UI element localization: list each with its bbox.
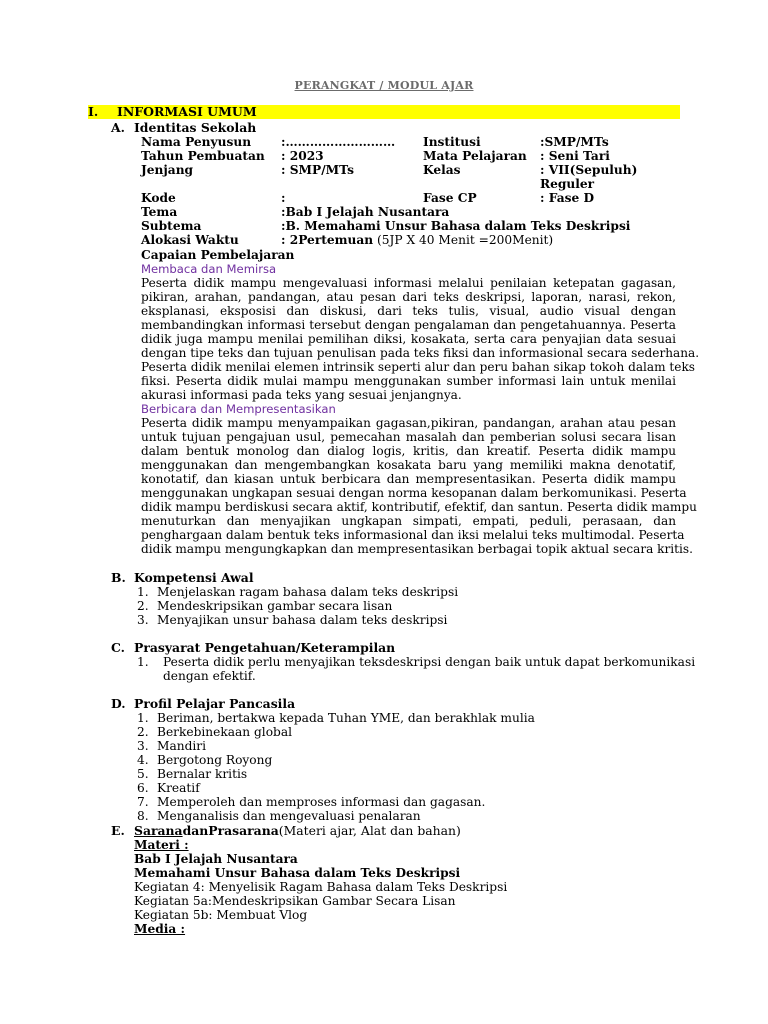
berbicara-paragraph: [141, 416, 697, 557]
paragraph-line: dengan tipe teks dan tujuan penulisan pada teks fiksi dan informasional secara sederhana.: [141, 346, 700, 361]
paragraph-line: untuk tujuan pengajuan usul, pemecahan masalah dan pemberian solusi secara lisan: [141, 430, 676, 445]
identity-value: : Seni Tari: [540, 149, 610, 163]
list-item: [137, 781, 535, 795]
list-item: [137, 739, 535, 753]
list-text: Mandiri: [157, 739, 207, 753]
paragraph-line: membandingkan informasi tersebut dengan pengalaman dan pengetahuannya. Peserta: [141, 318, 676, 333]
list-number: 2.: [137, 725, 149, 739]
subsection-letter: C.: [111, 640, 125, 655]
identity-value: : VII(Sepuluh): [540, 163, 638, 177]
subsection-letter: D.: [111, 696, 126, 711]
identity-value: [281, 233, 553, 247]
list-text: Bernalar kritis: [157, 767, 248, 781]
list-item: [137, 613, 458, 627]
prasyarat-line1: Peserta didik perlu menyajikan teksdeskripsi dengan baik untuk dapat berkomunikasi: [163, 655, 696, 669]
materi-memahami: Memahami Unsur Bahasa dalam Teks Deskripsi: [134, 866, 461, 880]
paragraph-line: eksplanasi, eksposisi dan diskusi, dari teks tulis, visual, audio visual dengan: [141, 304, 676, 319]
identity-key: Nama Penyusun: [141, 135, 252, 149]
subsection-title: Profil Pelajar Pancasila: [134, 696, 296, 711]
list-text: Bergotong Royong: [157, 753, 273, 767]
page-title: PERANGKAT / MODUL AJAR: [294, 79, 474, 92]
subsection-letter: E.: [111, 823, 125, 838]
list-item: [137, 725, 535, 739]
list-number: 3.: [137, 613, 149, 627]
paragraph-line: menggunakan ungkapan sesuai dengan norma kesopanan dalam berkomunikasi. Peserta: [141, 486, 687, 501]
list-item: [137, 711, 535, 725]
prasarana-label: danPrasarana: [182, 823, 279, 838]
identity-key: Kelas: [423, 163, 461, 177]
list-text: Memperoleh dan memproses informasi dan gagasan.: [157, 795, 486, 809]
paragraph-line: Peserta didik mampu menyampaikan gagasan,pikiran, pandangan, arahan atau pesan: [141, 416, 676, 430]
berbicara-title: Berbicara dan Mempresentasikan: [141, 402, 336, 416]
identity-key: Fase CP: [423, 191, 477, 205]
list-number: 8.: [137, 809, 149, 823]
list-number: 1.: [137, 585, 149, 599]
list-item: [137, 599, 458, 613]
prasyarat-line2: dengan efektif.: [163, 669, 256, 683]
prasyarat-number: 1.: [137, 655, 149, 669]
list-item: [137, 753, 535, 767]
list-item: [137, 767, 535, 781]
paragraph-line: fiksi. Peserta didik mulai mampu menggunakan sumber informasi lain untuk menilai: [141, 374, 676, 389]
kompetensi-list: [137, 585, 458, 627]
profil-list: [137, 711, 535, 823]
identity-key: Subtema: [141, 219, 202, 233]
identity-value: :………………………: [281, 135, 396, 149]
identity-key: Tema: [141, 205, 178, 219]
list-item: [137, 809, 535, 823]
list-number: 4.: [137, 753, 149, 767]
materi-heading: Materi :: [134, 838, 189, 852]
paragraph-line: Peserta didik menilai elemen intrinsik seperti alur dan peru bahan sikap tokoh dalam teks: [141, 360, 695, 375]
identity-value: :B. Memahami Unsur Bahasa dalam Teks Deskripsi: [281, 219, 631, 233]
identity-key: Kode: [141, 191, 176, 205]
identity-key: Mata Pelajaran: [423, 149, 527, 163]
list-item: [137, 585, 458, 599]
subsection-sarana: [111, 823, 461, 838]
alokasi-bold: : 2Pertemuan: [281, 233, 374, 247]
list-number: 5.: [137, 767, 149, 781]
list-number: 7.: [137, 795, 149, 809]
paragraph-line: pikiran, arahan, pandangan, atau pesan dari teks deskripsi, laporan, narasi, rekon,: [141, 290, 676, 305]
paragraph-line: Peserta didik mampu mengevaluasi informasi melalui penilaian ketepatan gagasan,: [141, 276, 676, 290]
subsection-title: Identitas Sekolah: [134, 120, 257, 135]
paragraph-line: akurasi informasi pada teks yang sesuai jenjangnya.: [141, 388, 462, 403]
section-informasi-umum: [88, 105, 680, 119]
kegiatan-item: Kegiatan 5a:Mendeskripsikan Gambar Secara Lisan: [134, 894, 456, 908]
list-text: Kreatif: [157, 781, 200, 795]
list-number: 2.: [137, 599, 149, 613]
identity-value: :Bab I Jelajah Nusantara: [281, 205, 450, 219]
list-number: 3.: [137, 739, 149, 753]
kegiatan-item: Kegiatan 4: Menyelisik Ragam Bahasa dalam Teks Deskripsi: [134, 880, 508, 894]
paragraph-line: menuturkan dan menyajikan ungkapan simpati, empati, peduli, perasaan, dan: [141, 514, 676, 529]
media-heading: Media :: [134, 922, 186, 936]
paragraph-line: penghargaan dalam bentuk teks informasional dan iksi melalui teks multimodal. Peserta: [141, 528, 685, 543]
identity-value: Reguler: [540, 177, 595, 191]
identity-value: :SMP/MTs: [540, 135, 609, 149]
list-number: 6.: [137, 781, 149, 795]
identity-key: Jenjang: [141, 163, 194, 177]
membaca-title: Membaca dan Memirsa: [141, 262, 277, 276]
subsection-letter: A.: [111, 120, 125, 135]
section-number: I.: [88, 104, 99, 119]
paragraph-line: dalam bentuk monolog dan dialog logis, kritis, dan kreatif. Peserta didik mampu: [141, 444, 676, 459]
list-text: Berkebinekaan global: [157, 725, 292, 739]
list-text: Menjelaskan ragam bahasa dalam teks deskripsi: [157, 585, 459, 599]
identity-value: : 2023: [281, 149, 324, 163]
list-text: Mendeskripsikan gambar secara lisan: [157, 599, 393, 613]
list-text: Beriman, bertakwa kepada Tuhan YME, dan berakhlak mulia: [157, 711, 535, 725]
identity-key: Institusi: [423, 135, 481, 149]
paragraph-line: menggunakan dan mengembangkan kosakata baru yang memiliki makna denotatif,: [141, 458, 676, 473]
subsection-title: Prasyarat Pengetahuan/Keterampilan: [134, 640, 396, 655]
sarana-note: (Materi ajar, Alat dan bahan): [278, 823, 461, 838]
list-item: [137, 795, 535, 809]
identity-value: :: [281, 191, 286, 205]
subsection-letter: B.: [111, 570, 126, 585]
kegiatan-item: Kegiatan 5b: Membuat Vlog: [134, 908, 308, 922]
paragraph-line: didik mampu berdiskusi secara aktif, kontributif, efektif, dan santun. Peserta didik mampu: [141, 500, 697, 515]
sarana-label: Sarana: [134, 823, 183, 838]
identity-value: : Fase D: [540, 191, 595, 205]
section-title: INFORMASI UMUM: [117, 104, 257, 119]
materi-bab: Bab I Jelajah Nusantara: [134, 852, 298, 866]
paragraph-line: didik mampu mengungkapkan dan mempresentasikan berbagai topik aktual secara kritis.: [141, 542, 693, 557]
paragraph-line: konotatif, dan kiasan untuk berbicara dan mempresentasikan. Peserta didik mampu: [141, 472, 676, 487]
list-number: 1.: [137, 711, 149, 725]
identity-value: : SMP/MTs: [281, 163, 354, 177]
membaca-paragraph: [141, 276, 700, 403]
list-text: Menyajikan unsur bahasa dalam teks deskripsi: [157, 613, 448, 627]
list-text: Menganalisis dan mengevaluasi penalaran: [157, 809, 421, 823]
capaian-label: Capaian Pembelajaran: [141, 248, 295, 262]
identity-key: Tahun Pembuatan: [141, 149, 265, 163]
identity-key: Alokasi Waktu: [141, 233, 239, 247]
subsection-title: Kompetensi Awal: [134, 570, 254, 585]
alokasi-rest: (5JP X 40 Menit =200Menit): [373, 233, 554, 247]
paragraph-line: didik juga mampu menilai pemilihan diksi, kosakata, serta cara penyajian data sesuai: [141, 332, 676, 347]
